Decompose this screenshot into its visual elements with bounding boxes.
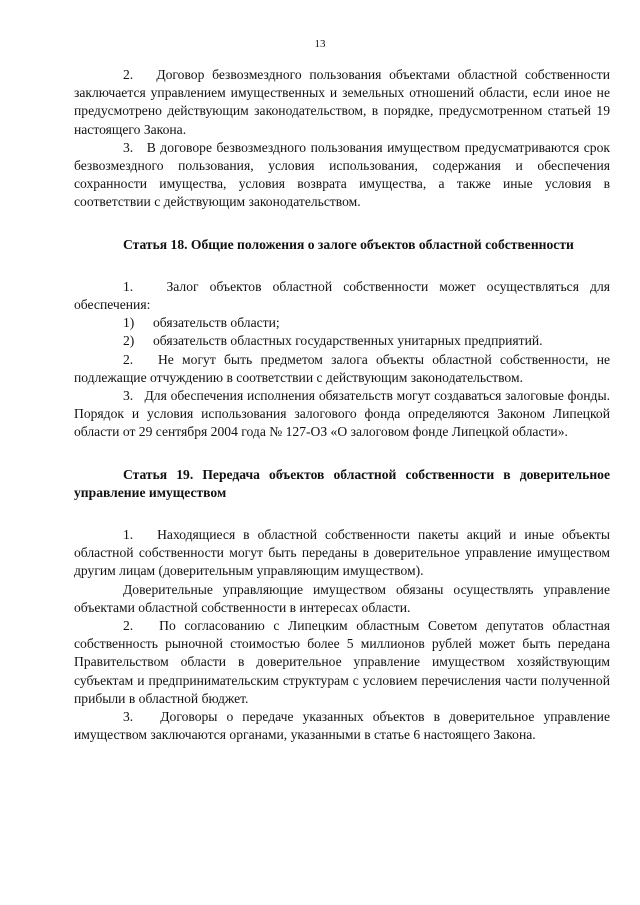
paragraph: 2. Не могут быть предметом залога объекты областной собственности, не подлежащие отчуждению в соответствии с действующим законодательством. (74, 351, 610, 385)
list-item-number: 1) (123, 315, 135, 331)
paragraph: 3. Для обеспечения исполнения обязательств могут создаваться залоговые фонды. Порядок и условия использования залогового фонда определяются Законом Липецкой области от 29 сентября 2004 года № 127-ОЗ «О залоговом фонде Липецкой области». (74, 388, 610, 440)
paragraph: 3. В договоре безвозмездного пользования имуществом предусматриваются срок безвозмездного пользования, условия использования, содержания и обеспечения сохранности имущества, условия возврата имущества, а также иные условия в соответствии с действующим законодательством. (74, 139, 610, 210)
article-18-body (74, 278, 610, 442)
document-body (74, 66, 610, 745)
article-17-tail (74, 66, 610, 212)
paragraph: Доверительные управляющие имуществом обязаны осуществлять управление объектами областной собственности в интересах области. (74, 581, 610, 615)
paragraph: 2. По согласованию с Липецким областным Советом депутатов областная собственность рыночной стоимостью более 5 миллионов рублей может быть передана Правительством области в доверительное управление имуществом хозяйствующим субъектам и предпринимательским структурам с условием перечисления части полученной прибыли в областной бюджет. (74, 618, 610, 706)
article-19-heading: Статья 19. Передача объектов областной собственности в доверительное управление имуществом (74, 466, 610, 500)
page-number: 13 (314, 38, 326, 50)
paragraph: 2. Договор безвозмездного пользования объектами областной собственности заключается управлением имущественных и земельных отношений области, если иное не предусмотрено действующим законодательством, в порядке, предусмотренном статьей 19 настоящего Закона. (74, 67, 610, 137)
paragraph: 1. Залог объектов областной собственности может осуществляться для обеспечения: (74, 278, 610, 313)
paragraph: 1. Находящиеся в областной собственности пакеты акций и иные объекты областной собственности могут быть переданы в доверительное управление имуществом другим лицам (доверительным управляющим имуществом). (74, 527, 610, 579)
article-18-heading: Статья 18. Общие положения о залоге объектов областной собственности (123, 236, 574, 252)
list-item (74, 314, 610, 332)
list-item (74, 332, 610, 350)
article-19-body (74, 526, 610, 744)
paragraph: 3. Договоры о передаче указанных объектов в доверительное управление имуществом заключаются органами, указанными в статье 6 настоящего Закона. (74, 709, 610, 743)
list-item-text: обязательств областных государственных унитарных предприятий. (153, 333, 543, 349)
list-item-text: обязательств области; (153, 315, 280, 331)
list-item-number: 2) (123, 333, 135, 349)
